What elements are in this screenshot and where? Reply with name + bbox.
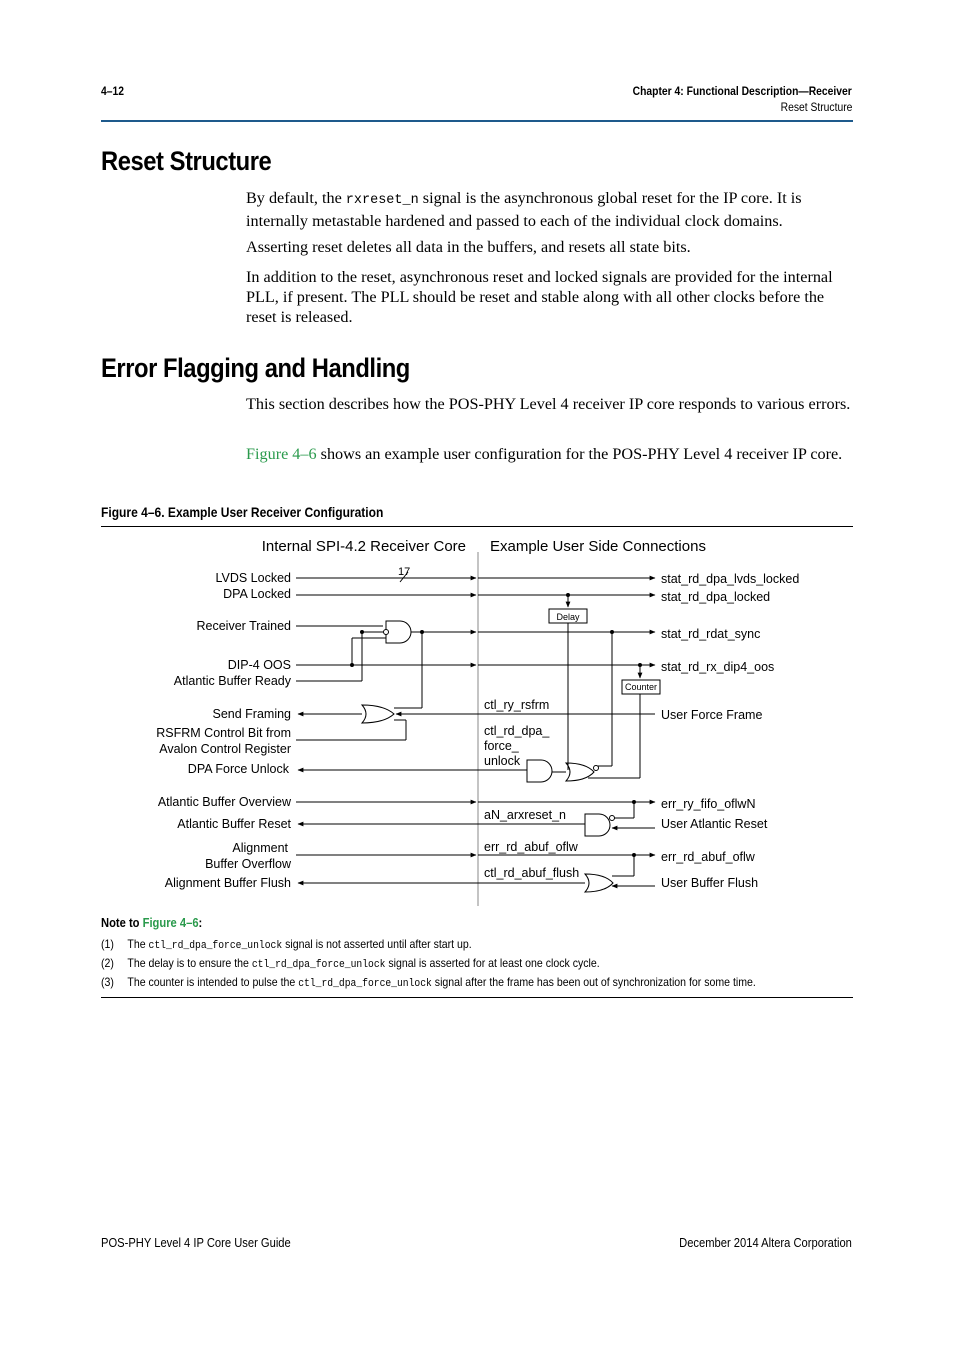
rsfrm-label-line2: Avalon Control Register xyxy=(159,742,291,756)
chapter-title: Chapter 4: Functional Description—Receiver xyxy=(632,84,852,98)
err-fifo-label: err_ry_fifo_oflwN xyxy=(661,797,756,811)
error-paragraph-2: Figure 4–6 shows an example user configuration for the POS-PHY Level 4 receiver IP core. xyxy=(246,445,843,463)
user-force-frame-label: User Force Frame xyxy=(661,708,763,722)
junction-dot xyxy=(632,853,636,857)
junction-dot xyxy=(350,663,354,667)
or-gate-inverter xyxy=(594,766,599,771)
stat-lvds-label: stat_rd_dpa_lvds_locked xyxy=(661,572,800,586)
junction-dot xyxy=(638,663,642,667)
an-reset-label: aN_arxreset_n xyxy=(484,808,566,822)
notes-figure-link[interactable]: Figure 4–6 xyxy=(142,915,199,930)
atlantic-buffer-reset-label: Atlantic Buffer Reset xyxy=(177,817,291,831)
ctl-flush-label: ctl_rd_abuf_flush xyxy=(484,866,580,880)
stat-dpa-label: stat_rd_dpa_locked xyxy=(661,590,771,604)
user-buffer-flush-label: User Buffer Flush xyxy=(661,876,759,890)
reset-paragraph-2: Asserting reset deletes all data in the buffers, and resets all state bits. xyxy=(246,238,691,256)
and-gate-1 xyxy=(386,621,411,643)
ctl-force-label-2: force_ xyxy=(484,739,519,753)
atlantic-buffer-ready-label: Atlantic Buffer Ready xyxy=(173,674,291,688)
figure-caption: Figure 4–6. Example User Receiver Configuration xyxy=(101,504,384,520)
or-gate-flush xyxy=(585,874,613,892)
lvds-locked-label: LVDS Locked xyxy=(215,571,291,585)
error-paragraph-1: This section describes how the POS-PHY Level 4 receiver IP core responds to various errors. xyxy=(246,395,851,413)
or-gate-send-framing xyxy=(362,705,394,723)
note-item: (3) The counter is intended to pulse the ctl_rd_dpa_force_unlock signal after the frame has been out of synchronization for some time. xyxy=(101,975,756,990)
junction-dot xyxy=(420,630,424,634)
bus-width-label: 17 xyxy=(398,566,411,578)
stat-dip4-label: stat_rd_rx_dip4_oos xyxy=(661,660,775,674)
send-framing-label: Send Framing xyxy=(212,707,291,721)
junction-dot xyxy=(610,630,614,634)
atlantic-buffer-overview-label: Atlantic Buffer Overview xyxy=(157,795,291,809)
dpa-force-unlock-label: DPA Force Unlock xyxy=(187,762,289,776)
rsfrm-label-line1: RSFRM Control Bit from xyxy=(156,726,291,740)
alignment-label-line2: Buffer Overflow xyxy=(205,857,291,871)
err-abuf-center-label: err_rd_abuf_oflw xyxy=(484,840,578,854)
junction-dot xyxy=(632,800,636,804)
junction-dot xyxy=(566,593,570,597)
ctl-rsfrm-label: ctl_ry_rsfrm xyxy=(484,698,550,712)
figure-4-6-link[interactable]: Figure 4–6 xyxy=(246,445,317,463)
and-gate-force xyxy=(527,760,552,782)
note-item: (1) The ctl_rd_dpa_force_unlock signal is not asserted until after start up. xyxy=(101,937,472,952)
footer-date-company: December 2014 Altera Corporation xyxy=(679,1235,852,1250)
footer-guide-title: POS-PHY Level 4 IP Core User Guide xyxy=(101,1235,291,1250)
reset-structure-heading: Reset Structure xyxy=(101,146,272,176)
junction-dot xyxy=(360,630,364,634)
ctl-force-label-1: ctl_rd_dpa_ xyxy=(484,724,550,738)
and-gate-inverter xyxy=(384,630,389,635)
stat-rdat-label: stat_rd_rdat_sync xyxy=(661,627,761,641)
receiver-configuration-diagram xyxy=(101,527,853,912)
figure-bottom-rule xyxy=(101,997,853,998)
ctl-force-label-3: unlock xyxy=(484,754,521,768)
rxreset-signal-code: rxreset_n xyxy=(345,193,419,208)
dpa-locked-label: DPA Locked xyxy=(223,587,291,601)
running-section-title: Reset Structure xyxy=(780,100,852,114)
counter-label: Counter xyxy=(624,682,658,692)
user-atlantic-reset-label: User Atlantic Reset xyxy=(661,817,768,831)
error-flagging-heading: Error Flagging and Handling xyxy=(101,353,410,383)
reset-paragraph-3: In addition to the reset, asynchronous reset and locked signals are provided for the internal PLL, if present. The PLL should be reset and stable along with all other clocks before the reset is released. xyxy=(246,268,833,326)
and-reset-inverter xyxy=(610,816,615,821)
note-item: (2) The delay is to ensure the ctl_rd_dpa_force_unlock signal is asserted for at least one clock cycle. xyxy=(101,956,600,971)
dip4-oos-label: DIP-4 OOS xyxy=(227,658,291,672)
err-abuf-right-label: err_rd_abuf_oflw xyxy=(661,850,755,864)
page-number: 4–12 xyxy=(101,84,124,98)
right-column-title: Example User Side Connections xyxy=(490,538,706,555)
notes-title: Note to Figure 4–6: xyxy=(101,915,203,930)
delay-label: Delay xyxy=(556,612,580,622)
receiver-trained-label: Receiver Trained xyxy=(196,619,291,633)
alignment-buffer-flush-label: Alignment Buffer Flush xyxy=(164,876,291,890)
header-rule xyxy=(101,120,853,122)
reset-paragraph-1: By default, the rxreset_n signal is the asynchronous global reset for the IP core. It is internally metastable hardened and passed to each of the individual clock domains. xyxy=(246,189,802,230)
alignment-label-line1: Alignment xyxy=(232,841,288,855)
and-gate-reset xyxy=(585,814,610,836)
left-column-title: Internal SPI-4.2 Receiver Core xyxy=(261,538,466,555)
